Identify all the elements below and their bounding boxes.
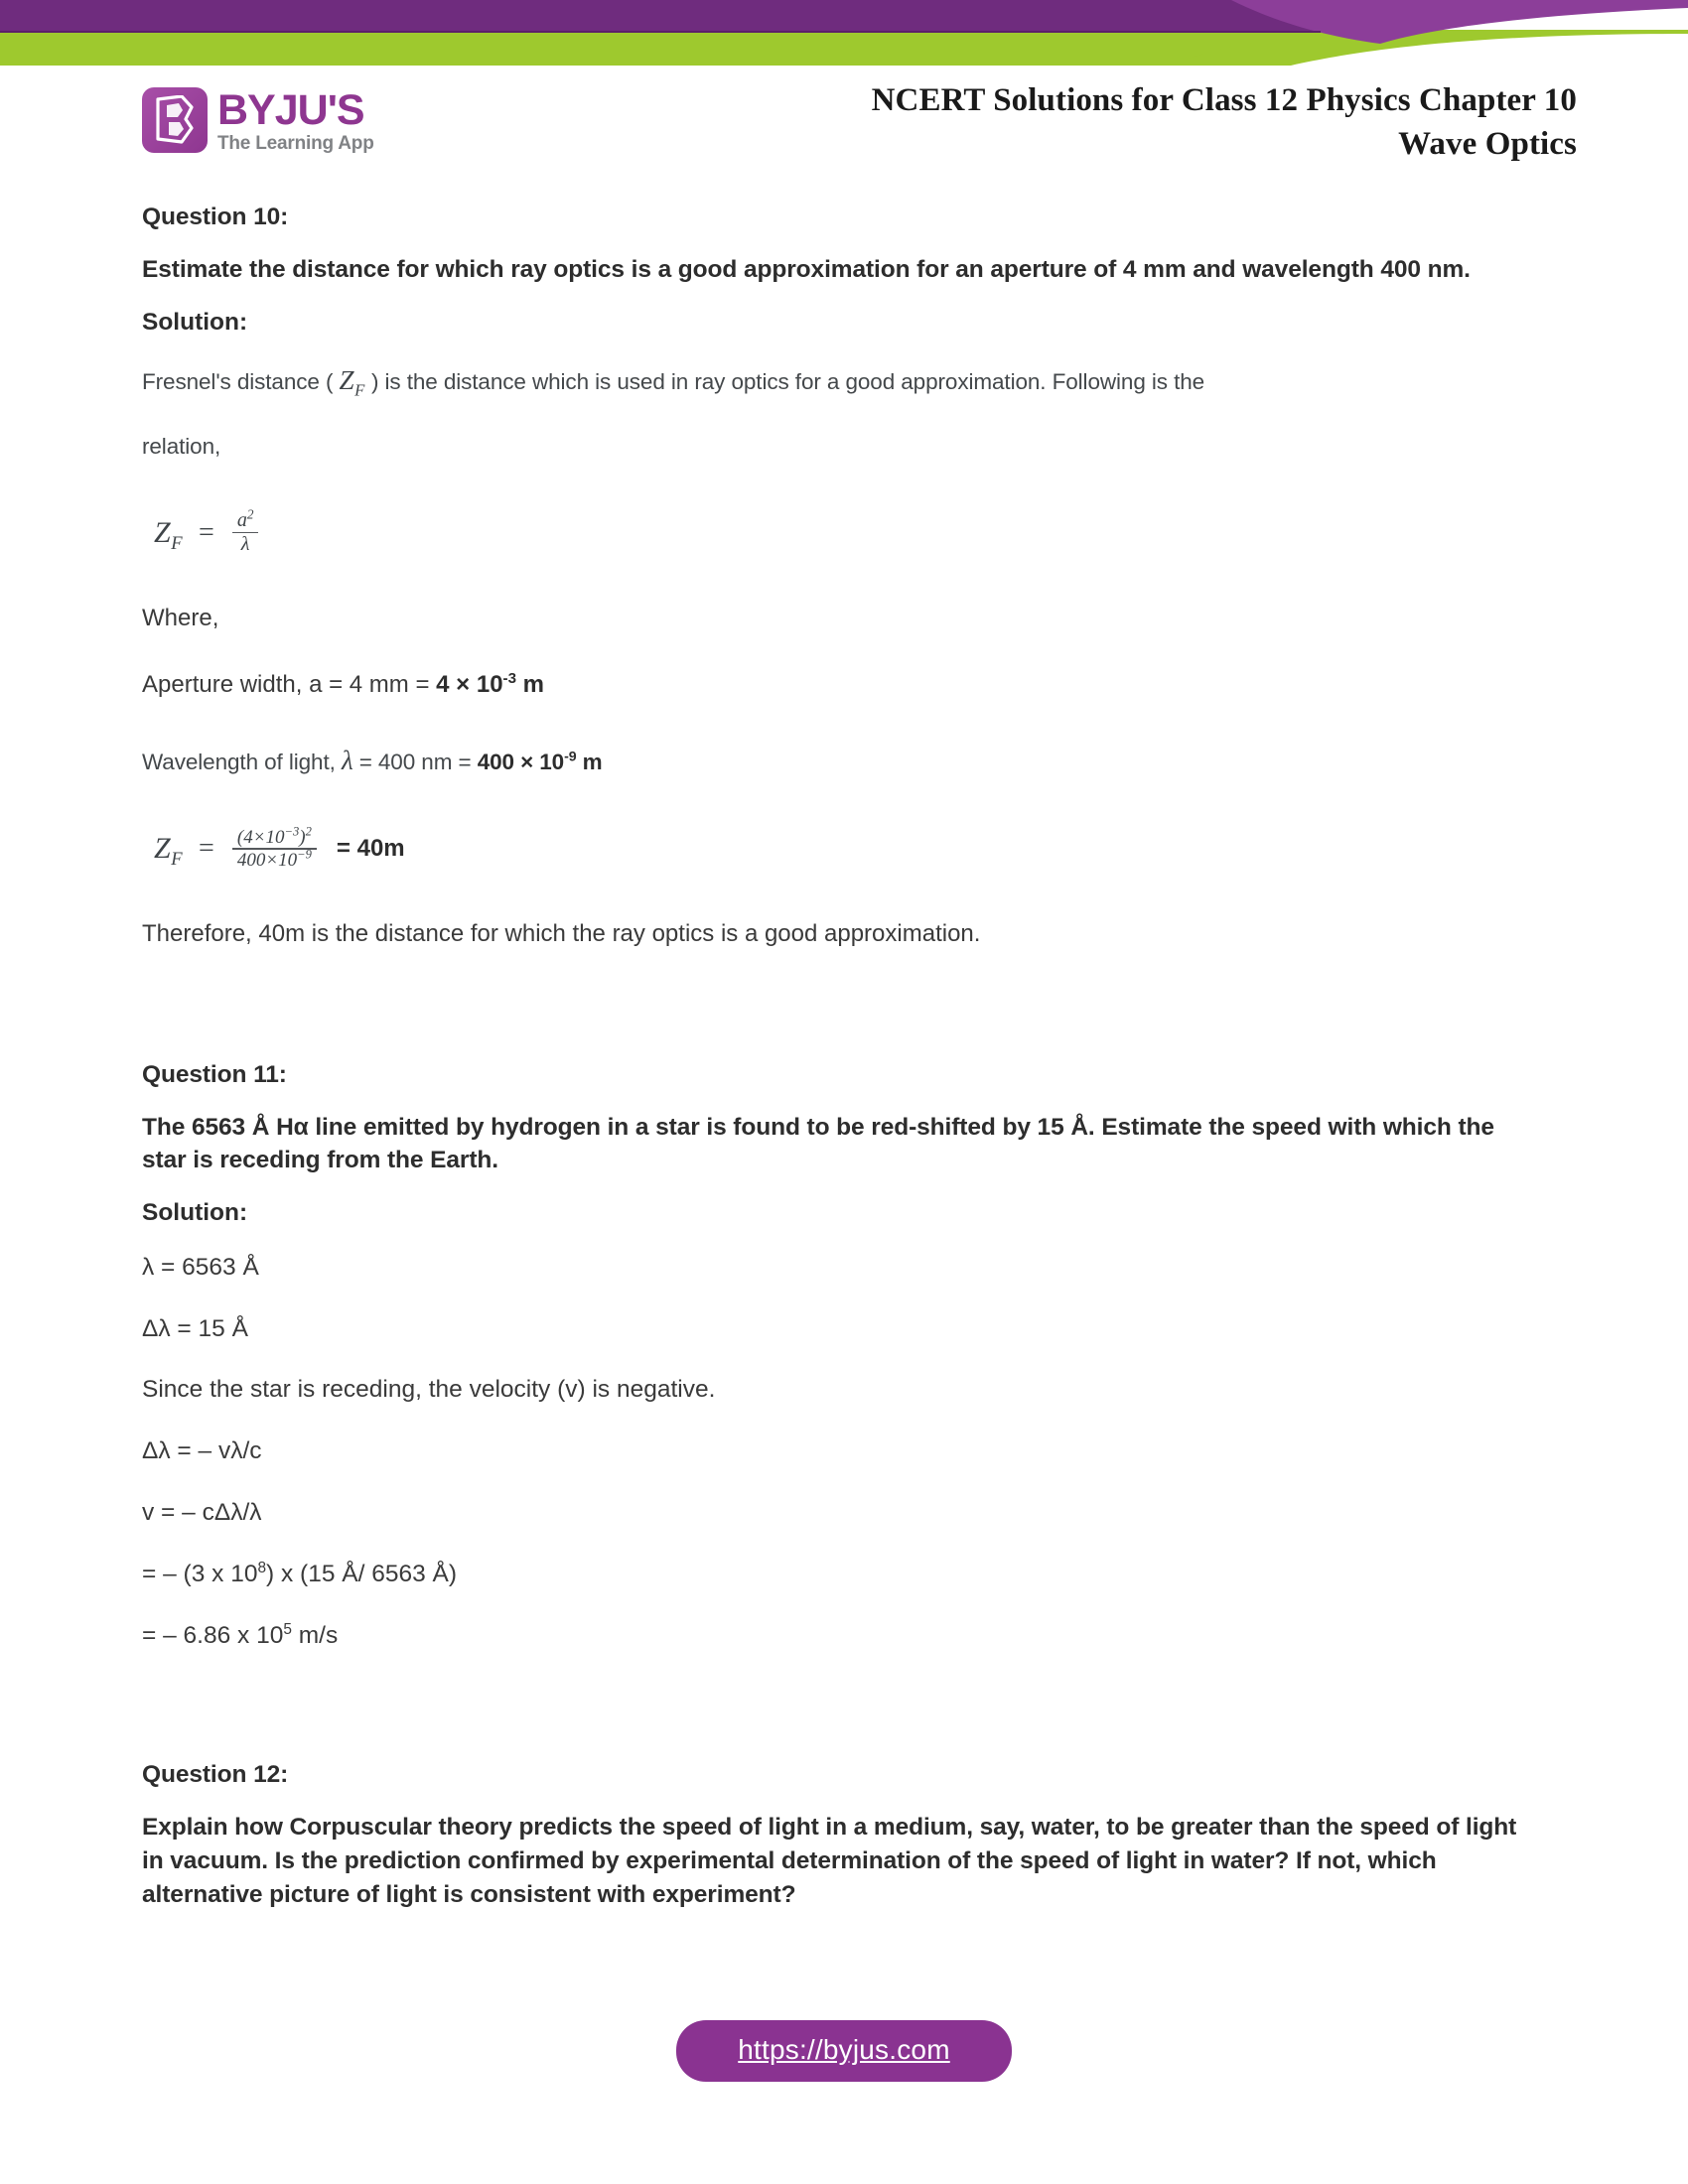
footer [0,2020,1688,2082]
fresnel-intro-line2: relation, [142,434,221,460]
q11-step-lambda: λ = 6563 Å [142,1253,259,1281]
aperture-width-plain: Aperture width, a = 4 mm = [142,671,437,699]
fresnel-formula-fraction [232,506,259,557]
fresnel-calc-lhs: $Z_F$ [154,832,184,871]
q11-step-substitution [142,1558,1552,1591]
byjus-tagline: The Learning App [217,133,374,155]
q11-answer-post: m/s [291,1621,339,1649]
q11-step-velocity-formula: v = – cΔλ/λ [142,1499,262,1527]
fresnel-calc-result: = 40m [336,835,405,863]
fresnel-intro-line1 [142,360,1552,401]
wavelength-lambda-symbol: λ [341,746,353,775]
question-10-conclusion: Therefore, 40m is the distance for which the ray optics is a good approximation. [142,919,981,947]
q11-substitution-pre: = – (3 x 10 [142,1560,258,1587]
fresnel-calculation [154,824,1552,872]
fresnel-calc-numerator: $(4\times 10^{-3})^2$ [236,824,312,848]
fresnel-calc-fraction [232,824,317,872]
question-10-label: Question 10: [142,204,289,230]
document-title-line1: NCERT Solutions for Class 12 Physics Chapter 10 [871,82,1577,118]
fresnel-formula-equals: = [199,516,214,548]
byjus-logo-text [217,87,374,153]
byjus-url-button[interactable]: https://byjus.com [676,2020,1011,2082]
question-11-solution-label: Solution: [142,1198,248,1226]
fresnel-zf-symbol: $Z_F$ [339,364,365,399]
fresnel-formula-lhs: $Z_F$ [154,515,184,554]
aperture-width-line [142,668,1552,703]
q11-step-final-answer [142,1619,1552,1653]
wavelength-value: $400 \times 10^{-9}$ m [477,749,603,774]
logo-b-glyph-icon [152,95,198,145]
fresnel-calc-denominator: $400\times 10^{-9}$ [236,847,312,872]
where-label: Where, [142,605,219,632]
fresnel-intro-pre: Fresnel's distance ( [142,368,340,394]
fresnel-formula [154,506,1552,557]
fresnel-formula-numerator: $a^2$ [236,506,254,531]
fresnel-calc-equals: = [199,833,214,865]
q11-substitution-post: ) x (15 Å/ 6563 Å) [266,1560,458,1587]
fresnel-intro-post: ) is the distance which is used in ray optics for a good approximation. Following is the [364,368,1205,394]
question-12-text: Explain how Corpuscular theory predicts the speed of light in a medium, say, water, to be greater than the speed of light in vacuum. Is the prediction confirmed by experimental determination of the speed of light in water? If not, which alternative picture of light is consistent with experiment? [142,1814,1517,1908]
document-title-line2: Wave Optics [1398,125,1577,162]
aperture-width-value: $4 \times 10^{-3}$ m [436,670,544,699]
wavelength-line [142,741,1552,781]
q11-substitution-exp: 8 [257,1559,267,1576]
byjus-logo[interactable] [142,87,374,153]
byjus-wordmark: BYJU'S [217,86,364,134]
q11-answer-exp: 5 [283,1620,292,1638]
question-11-label: Question 11: [142,1060,287,1088]
question-12-label: Question 12: [142,1761,289,1789]
q11-answer-pre: = – 6.86 x 10 [142,1621,284,1649]
document-content [142,204,1552,1933]
question-10-text: Estimate the distance for which ray optics is a good approximation for an aperture of 4 mm and wavelength 400 nm. [142,256,1471,283]
fresnel-formula-denominator: λ [240,533,250,556]
q11-step-doppler-relation: Δλ = – vλ/c [142,1437,262,1465]
wavelength-plain-post: = 400 nm = [352,750,478,774]
q11-step-delta-lambda: Δλ = 15 Å [142,1314,248,1342]
wavelength-plain-pre: Wavelength of light, [142,750,342,774]
document-title [584,79,1577,166]
byjus-logo-mark-icon [142,87,208,153]
question-10-solution-label: Solution: [142,308,248,336]
q11-step-receding-note: Since the star is receding, the velocity (v) is negative. [142,1376,716,1404]
question-11-text: The 6563 Å Hα line emitted by hydrogen in a star is found to be red-shifted by 15 Å. Estimate the speed with which the star is receding from the Earth. [142,1113,1494,1174]
masthead [0,71,1688,179]
